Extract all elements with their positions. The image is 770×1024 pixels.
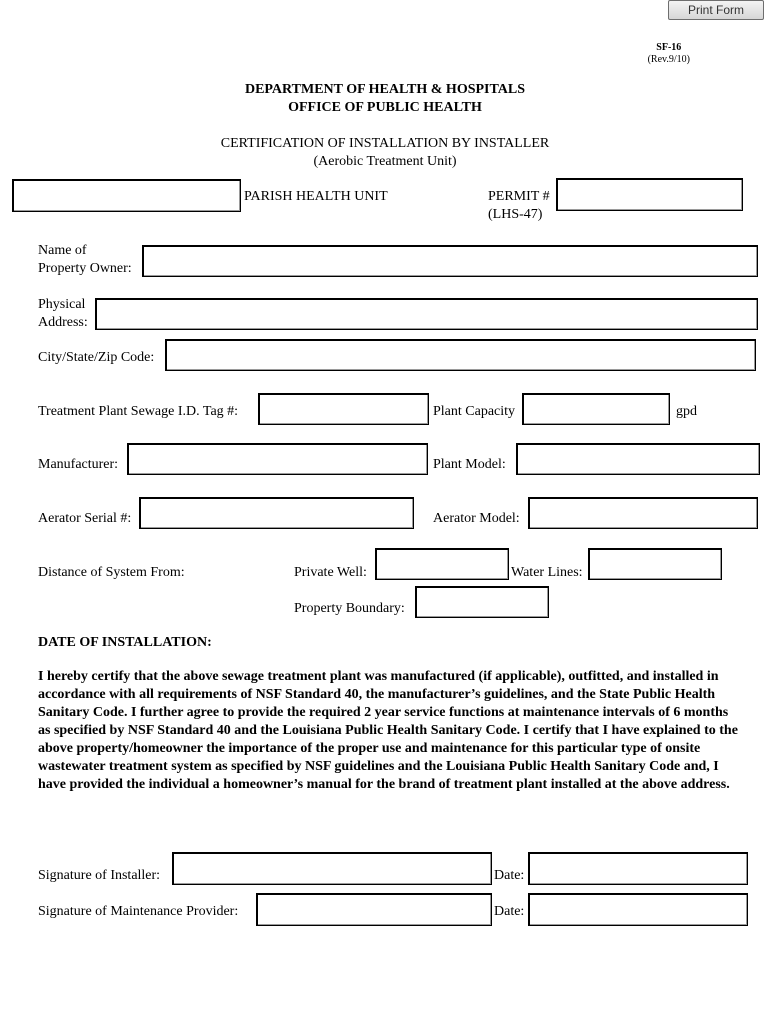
print-form-button[interactable]: Print Form <box>668 0 764 20</box>
manufacturer-input[interactable] <box>127 443 428 475</box>
address-label-line1: Physical <box>38 297 86 312</box>
installer-signature-input[interactable] <box>172 852 492 885</box>
private-well-label: Private Well: <box>294 565 367 580</box>
certification-paragraph: I hereby certify that the above sewage treatment plant was manufactured (if applicable), outfitted, and installed in accordance with all requirements of NSF Standard 40, the manufacturer’s guidelines, and the State Public Health Sanitary Code. I further agree to provide the required 2 year service functions at maintenance intervals of 6 months as specified by NSF Standard 40 and the Louisiana Public Health Sanitary Code. I certify that I have explained to the above property/homeowner the importance of the proper use and maintenance for this particular type of onsite wastewater treatment system as specified by NSF guidelines and the Louisiana Public Health Sanitary Code and, I have provided the individual a homeowner’s manual for the brand of treatment plant installed at the above address. <box>38 669 738 792</box>
distance-label: Distance of System From: <box>38 565 185 580</box>
parish-input[interactable] <box>12 179 241 212</box>
plant-capacity-label: Plant Capacity <box>433 404 516 419</box>
property-owner-input[interactable] <box>142 245 758 277</box>
maintenance-signature-label: Signature of Maintenance Provider: <box>38 904 239 919</box>
installer-date-label: Date: <box>494 868 525 883</box>
plant-capacity-input[interactable] <box>522 393 670 425</box>
address-label-line2: Address: <box>38 315 88 330</box>
plant-model-label: Plant Model: <box>433 457 506 472</box>
permit-input[interactable] <box>556 178 743 211</box>
water-lines-input[interactable] <box>588 548 722 580</box>
maintenance-date-label: Date: <box>494 904 525 919</box>
date-of-installation-label: DATE OF INSTALLATION: <box>38 635 212 650</box>
manufacturer-label: Manufacturer: <box>38 457 119 472</box>
form-subtitle: (Aerobic Treatment Unit) <box>313 154 457 169</box>
city-state-zip-label: City/State/Zip Code: <box>38 350 155 365</box>
maintenance-signature-input[interactable] <box>256 893 492 926</box>
department-heading: DEPARTMENT OF HEALTH & HOSPITALS <box>244 82 526 97</box>
owner-label-line2: Property Owner: <box>38 261 132 276</box>
form-title: CERTIFICATION OF INSTALLATION BY INSTALLER <box>220 136 550 151</box>
installer-date-input[interactable] <box>528 852 748 885</box>
aerator-serial-input[interactable] <box>139 497 414 529</box>
water-lines-label: Water Lines: <box>511 565 583 580</box>
property-boundary-label: Property Boundary: <box>294 601 405 616</box>
installer-signature-label: Signature of Installer: <box>38 868 161 883</box>
city-state-zip-input[interactable] <box>165 339 756 371</box>
permit-label: PERMIT # <box>488 189 550 204</box>
tag-input[interactable] <box>258 393 429 425</box>
permit-sub-label: (LHS-47) <box>488 207 543 222</box>
maintenance-date-input[interactable] <box>528 893 748 926</box>
form-code: SF-16 <box>656 42 682 53</box>
plant-model-input[interactable] <box>516 443 760 475</box>
private-well-input[interactable] <box>375 548 509 580</box>
office-heading: OFFICE OF PUBLIC HEALTH <box>288 100 482 115</box>
aerator-model-label: Aerator Model: <box>433 511 520 526</box>
form-revision: (Rev.9/10) <box>647 54 690 65</box>
tag-label: Treatment Plant Sewage I.D. Tag #: <box>38 404 239 419</box>
aerator-serial-label: Aerator Serial #: <box>38 511 132 526</box>
parish-health-unit-label: PARISH HEALTH UNIT <box>244 189 388 204</box>
physical-address-input[interactable] <box>95 298 758 330</box>
aerator-model-input[interactable] <box>528 497 758 529</box>
capacity-unit-label: gpd <box>676 404 697 419</box>
owner-label-line1: Name of <box>38 243 87 258</box>
form-code-block <box>648 42 690 66</box>
property-boundary-input[interactable] <box>415 586 549 618</box>
